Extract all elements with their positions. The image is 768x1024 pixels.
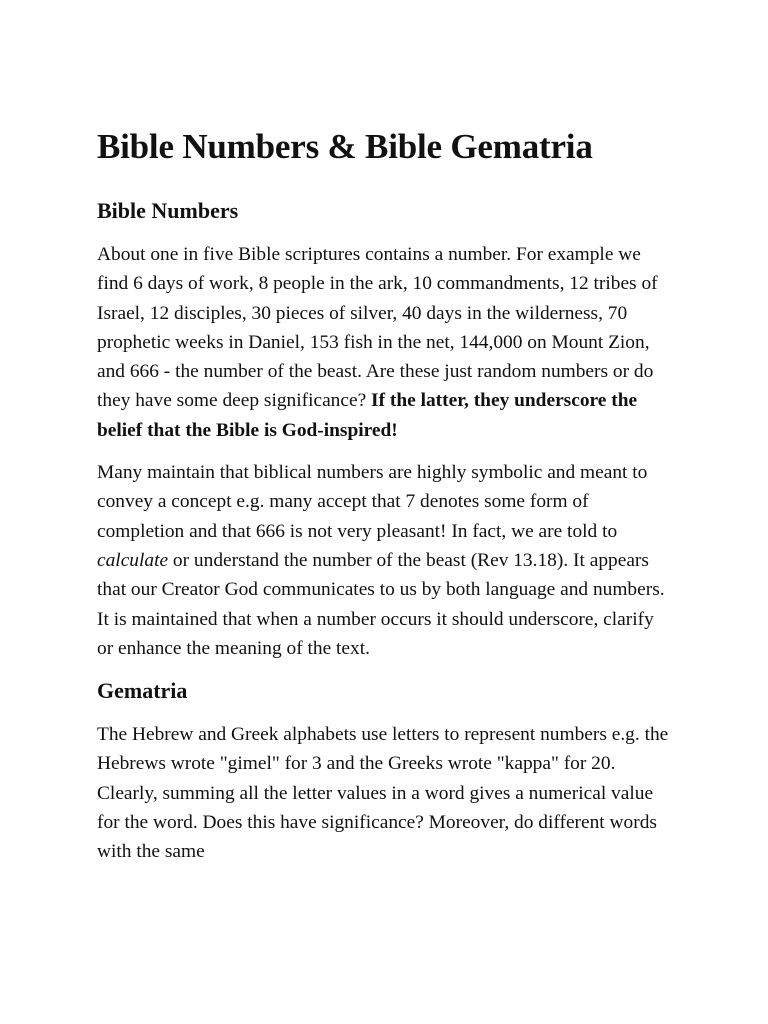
paragraph-text-after: or understand the number of the beast (Rev 13.18). It appears that our Creator God communicates to us by both language and numbers. It is maintained that when a number occurs it should underscore, clarify or enhance the meaning of the text. — [97, 549, 665, 659]
paragraph-text-before: Many maintain that biblical numbers are highly symbolic and meant to convey a concept e.g. many accept that 7 denotes some form of completion and that 666 is not very pleasant! In fact, we are told to — [97, 462, 648, 542]
document-title: Bible Numbers & Bible Gematria — [97, 127, 593, 166]
paragraph-gematria-intro — [97, 720, 672, 866]
paragraph-text: The Hebrew and Greek alphabets use letters to represent numbers e.g. the Hebrews wrote "gimel" for 3 and the Greeks wrote "kappa" for 20. Clearly, summing all the letter values in a word gives a numerical value for the word. Does this have significance? Moreover, do different words with the same — [97, 724, 669, 863]
paragraph-bold-text: If the latter, they underscore the belief that the Bible is God-inspired! — [97, 390, 638, 441]
section-heading-bible-numbers: Bible Numbers — [97, 198, 239, 223]
paragraph-bible-numbers-intro — [97, 240, 672, 445]
paragraph-text: About one in five Bible scriptures contains a number. For example we find 6 days of work, 8 people in the ark, 10 commandments, 12 tribes of Israel, 12 disciples, 30 pieces of silver, 40 days in the wilderness, 70 prophetic weeks in Daniel, 153 fish in the net, 144,000 on Mount Zion, and 666 - the number of the beast. Are these just random numbers or do they have some deep significance? — [97, 244, 658, 412]
paragraph-italic-text: calculate — [97, 549, 169, 571]
paragraph-symbolic-numbers — [97, 458, 672, 663]
section-heading-gematria: Gematria — [97, 678, 188, 704]
